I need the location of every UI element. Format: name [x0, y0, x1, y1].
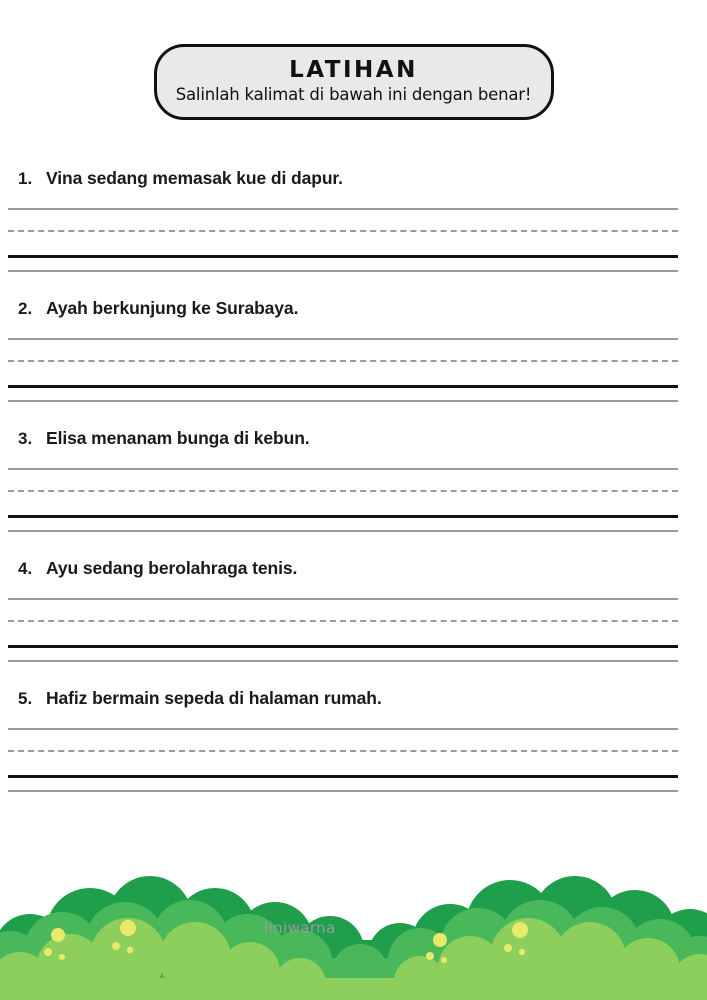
- exercise-sentence-row: [0, 428, 707, 462]
- guide-line-baseline: [8, 645, 678, 648]
- guide-line-dashed: [8, 750, 678, 752]
- guide-line-bottom: [8, 270, 678, 272]
- guide-line-top: [8, 728, 678, 730]
- watermark-label: liniwarna: [264, 919, 336, 937]
- exercise-sentence-row: [0, 558, 707, 592]
- exercise-item: [0, 428, 707, 558]
- exercise-item: [0, 558, 707, 688]
- guide-line-baseline: [8, 255, 678, 258]
- exercise-sentence: Ayu sedang berolahraga tenis.: [46, 558, 298, 578]
- footer-illustration: [0, 800, 707, 1000]
- exercise-sentence-row: [0, 298, 707, 332]
- guide-line-top: [8, 208, 678, 210]
- guide-line-bottom: [8, 660, 678, 662]
- exercise-item: [0, 298, 707, 428]
- exercise-number: 1.: [18, 169, 33, 188]
- exercise-sentence-row: [0, 688, 707, 722]
- page-title: LATIHAN: [289, 57, 418, 83]
- exercise-item: [0, 688, 707, 818]
- exercise-number: 5.: [18, 689, 33, 708]
- guide-line-dashed: [8, 490, 678, 492]
- page-instruction: Salinlah kalimat di bawah ini dengan benar!: [175, 85, 532, 105]
- header-box: [154, 44, 554, 120]
- header-banner: [0, 44, 707, 120]
- exercise-sentence: Ayah berkunjung ke Surabaya.: [46, 298, 299, 318]
- exercise-number: 4.: [18, 559, 33, 578]
- guide-line-top: [8, 338, 678, 340]
- exercise-sentence: Elisa menanam bunga di kebun.: [46, 428, 310, 448]
- guide-line-bottom: [8, 530, 678, 532]
- guide-line-dashed: [8, 360, 678, 362]
- guide-line-baseline: [8, 515, 678, 518]
- guide-line-dashed: [8, 230, 678, 232]
- exercise-list: [0, 168, 707, 818]
- guide-line-top: [8, 468, 678, 470]
- exercise-number: 3.: [18, 429, 33, 448]
- guide-line-bottom: [8, 790, 678, 792]
- guide-line-baseline: [8, 385, 678, 388]
- exercise-number: 2.: [18, 299, 33, 318]
- exercise-item: [0, 168, 707, 298]
- exercise-sentence-row: [0, 168, 707, 202]
- guide-line-dashed: [8, 620, 678, 622]
- exercise-sentence: Hafiz bermain sepeda di halaman rumah.: [46, 688, 382, 708]
- guide-line-bottom: [8, 400, 678, 402]
- guide-line-top: [8, 598, 678, 600]
- exercise-sentence: Vina sedang memasak kue di dapur.: [46, 168, 343, 188]
- guide-line-baseline: [8, 775, 678, 778]
